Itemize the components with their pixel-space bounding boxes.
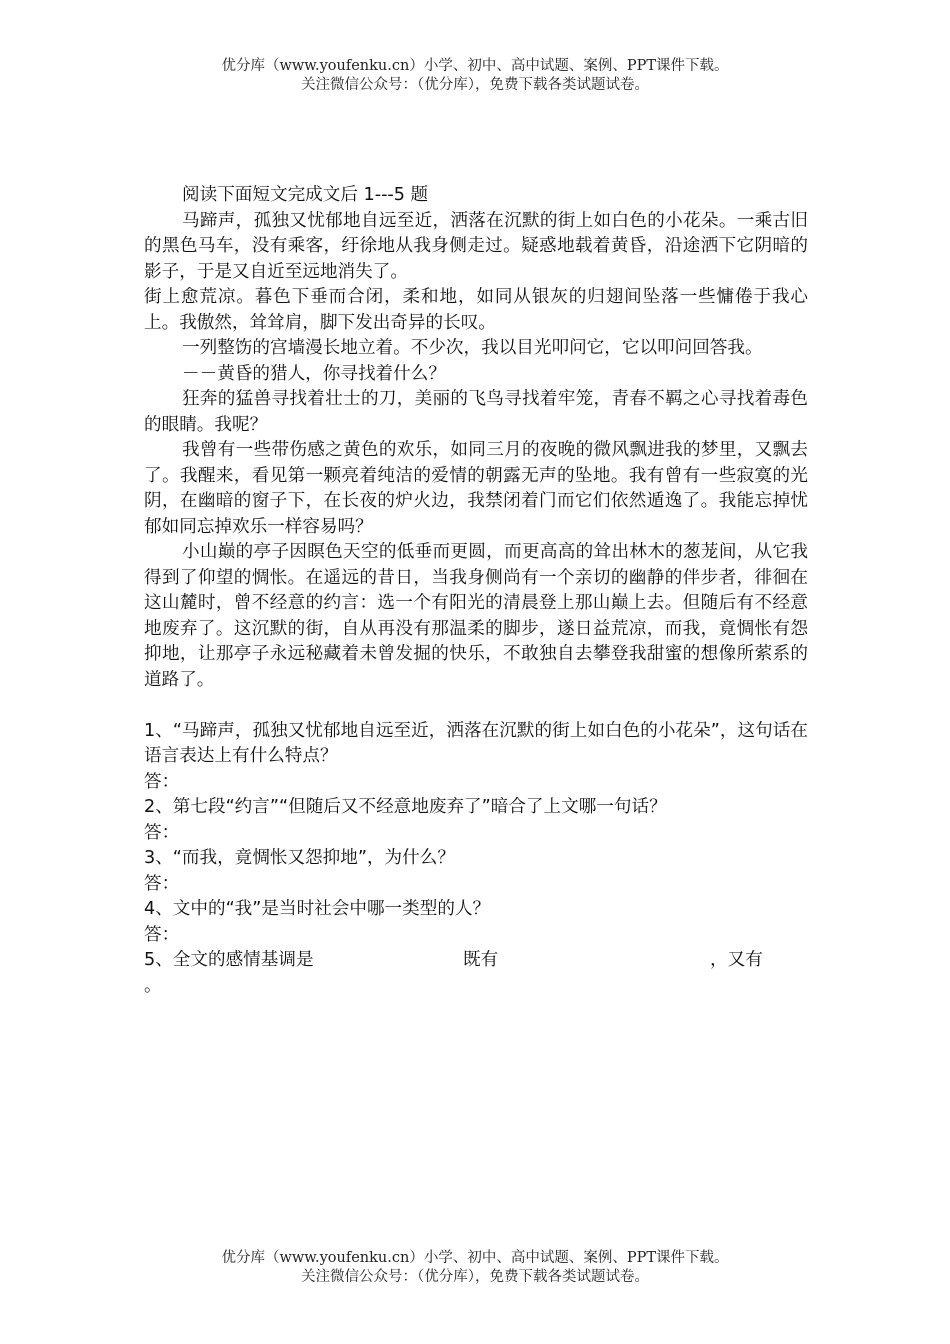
spacer: [144, 693, 808, 719]
article-paragraph-6: 我曾有一些带伤感之黄色的欢乐，如同三月的夜晚的微风飘进我的梦里，又飘去了。我醒来，看见第一颗亮着纯洁的爱情的朝露无声的坠地。我有曾有一些寂寞的光阴，在幽暗的窗子下，在长夜的炉火边，我禁闭着门而它们依然遁逸了。我能忘掉忧郁如同忘掉欢乐一样容易吗？: [144, 440, 808, 537]
article-paragraph-1: 马蹄声，孤独又忧郁地自远至近，洒落在沉默的街上如白色的小花朵。一乘古旧的黑色马车，没有乘客，纡徐地从我身侧走过。疑惑地载着黄昏，沿途洒下它阴暗的影子，于是又自近至远地消失了。: [144, 210, 808, 282]
page-header: [0, 57, 950, 95]
document-body: [144, 183, 808, 999]
article-paragraph-5: 狂奔的猛兽寻找着壮士的刀，美丽的飞鸟寻找着牢笼，青春不羁之心寻找着毒色的眼睛。我呢？: [144, 389, 808, 435]
question-1: 1、“马蹄声，孤独又忧郁地自远至近，洒落在沉默的街上如白色的小花朵”，这句话在语言表达上有什么特点？: [144, 720, 808, 766]
question-5-part-3: ，又有: [710, 950, 763, 970]
footer-line-1: 优分库（www.youfenku.cn）小学、初中、高中试题、案例、PPT课件下载。: [221, 1250, 729, 1266]
header-line-1: 优分库（www.youfenku.cn）小学、初中、高中试题、案例、PPT课件下载。: [221, 58, 729, 74]
article-paragraph-4: －－黄昏的猎人，你寻找着什么？: [182, 363, 446, 384]
article-paragraph-3: 一列整饬的宫墙漫长地立着。不少次，我以目光叩问它，它以叩问回答我。: [182, 338, 763, 358]
answer-label-2: 答：: [144, 822, 180, 843]
question-3: 3、“而我，竟惆怅又怨抑地”，为什么？: [144, 848, 455, 868]
question-5-end: 。: [144, 975, 162, 996]
question-2: 2、第七段“约言”“但随后又不经意地废弃了”暗合了上文哪一句话？: [144, 797, 667, 817]
question-4: 4、文中的“我”是当时社会中哪一类型的人？: [144, 899, 491, 919]
header-line-2: 关注微信公众号：（优分库），免费下载各类试题试卷。: [301, 77, 649, 93]
article-paragraph-7: 小山巅的亭子因瞑色天空的低垂而更圆，而更高高的耸出林木的葱茏间，从它我得到了仰望的惆怅。在遥远的昔日，当我身侧尚有一个亲切的幽静的伴步者，徘徊在这山麓时，曾不经意的约言：选一个有阳光的清晨登上那山巅上去。但随后有不经意地废弃了。这沉默的街，自从再没有那温柔的脚步，遂日益荒凉，而我，竟惆怅有怨抑地，让那亭子永远秘藏着未曾发掘的快乐，不敢独自去攀登我甜蜜的想像所萦系的道路了。: [144, 542, 808, 690]
page-footer: [0, 1249, 950, 1287]
answer-label-3: 答：: [144, 873, 180, 894]
instruction-text: 阅读下面短文完成文后 1---5 题: [182, 185, 429, 205]
answer-label-4: 答：: [144, 924, 180, 945]
question-5-part-1: 5、全文的感情基调是: [144, 950, 314, 970]
question-5: [144, 948, 808, 974]
article-paragraph-2: 街上愈荒凉。暮色下垂而合闭，柔和地，如同从银灰的归翅间坠落一些慵倦于我心上。我傲然，耸耸肩，脚下发出奇异的长叹。: [144, 287, 808, 333]
question-5-part-2: 既有: [463, 950, 499, 970]
footer-line-2: 关注微信公众号：（优分库），免费下载各类试题试卷。: [301, 1269, 649, 1285]
answer-label-1: 答：: [144, 771, 180, 792]
